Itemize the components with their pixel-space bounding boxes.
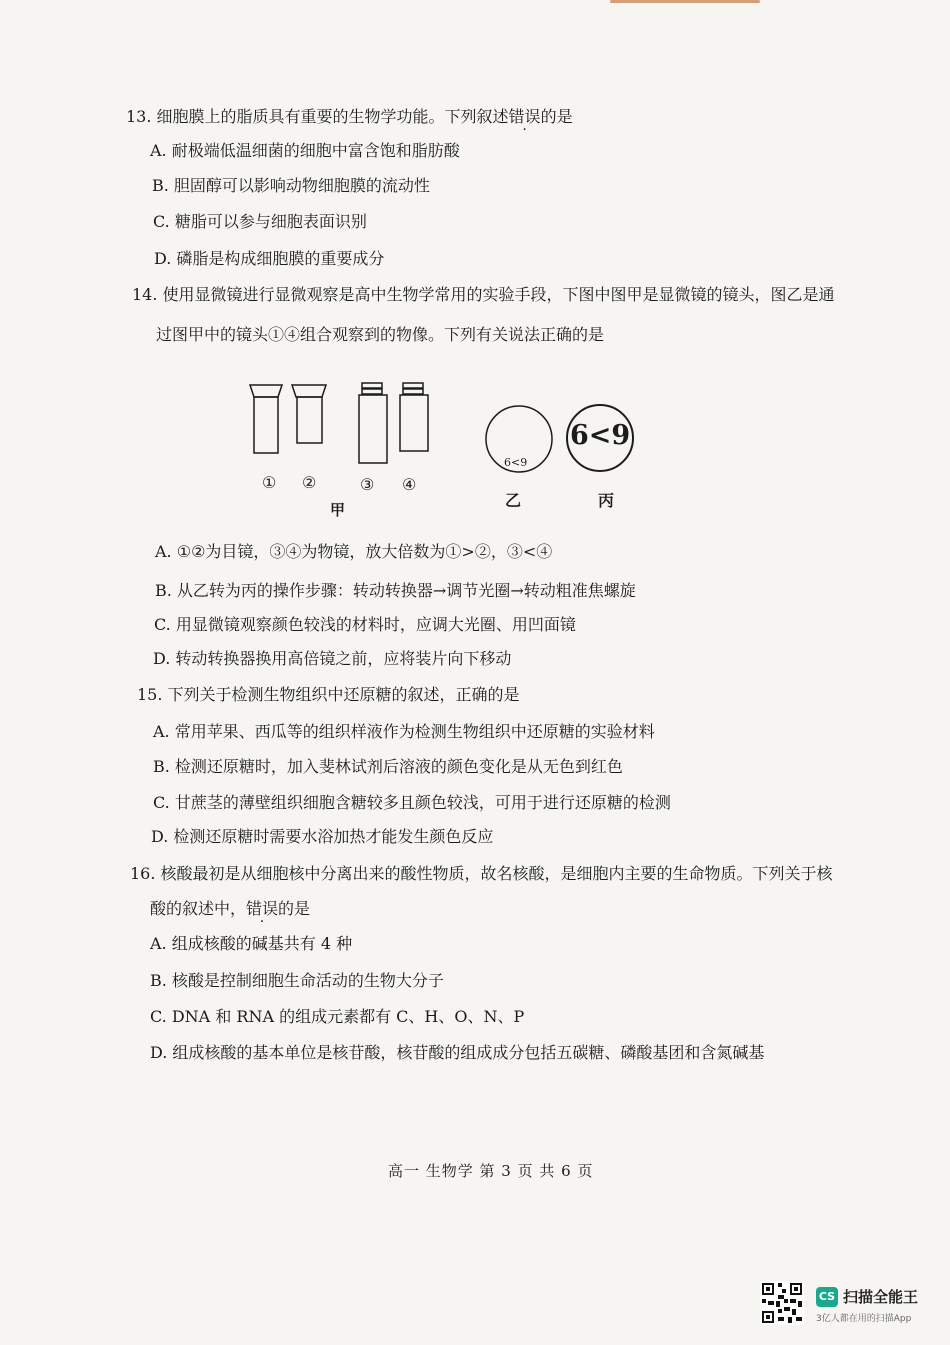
q15-option-d: D. 检测还原糖时需要水浴加热才能发生颜色反应 (151, 827, 494, 846)
q13-option-b: B. 胆固醇可以影响动物细胞膜的流动性 (152, 176, 430, 195)
q14-option-d: D. 转动转换器换用高倍镜之前，应将装片向下移动 (153, 649, 512, 668)
question-14-stem-line2: 过图甲中的镜头①④组合观察到的物像。下列有关说法正确的是 (156, 325, 605, 344)
lens-label-3: ③ (360, 475, 375, 494)
figure-label-yi: 乙 (505, 491, 522, 510)
microscope-figure (240, 375, 660, 525)
eyepiece-1-tube (254, 397, 278, 453)
lens-label-1: ① (262, 473, 277, 492)
question-14-stem-line1: 14. 使用显微镜进行显微观察是高中生物学常用的实验手段，下图中图甲是显微镜的镜头，图乙是通 (132, 285, 835, 304)
objective-4-thread-a (403, 383, 423, 388)
q15-option-c: C. 甘蔗茎的薄壁组织细胞含糖较多且颜色较浅，可用于进行还原糖的检测 (153, 793, 671, 812)
objective-3-tube (359, 395, 387, 463)
question-16-stem-end: 的是 (278, 899, 311, 918)
q16-option-d: D. 组成核酸的基本单位是核苷酸，核苷酸的组成成分包括五碳糖、磷酸基团和含氮碱基 (150, 1043, 765, 1062)
objective-4-tube (400, 395, 428, 451)
objective-4-thread-b (403, 389, 423, 394)
question-16-stem-line1: 16. 核酸最初是从细胞核中分离出来的酸性物质，故名核酸，是细胞内主要的生命物质。下列关于核 (130, 864, 833, 883)
objective-3-thread-b (362, 389, 382, 394)
camscanner-name: 扫描全能王 (843, 1288, 919, 1306)
eyepiece-2-tube (297, 397, 322, 443)
page-footer: 高一 生物学 第 3 页 共 6 页 (388, 1162, 594, 1180)
q15-option-b: B. 检测还原糖时，加入斐林试剂后溶液的颜色变化是从无色到红色 (153, 757, 623, 776)
eyepiece-2-top (292, 385, 326, 397)
eyepiece-1-top (250, 385, 282, 397)
question-13-stem (126, 106, 573, 128)
figure-label-bing: 丙 (598, 491, 615, 510)
emphasis-wrong: 错误 (508, 107, 541, 126)
question-16-stem-text: 酸的叙述中， (150, 899, 247, 918)
q16-option-a: A. 组成核酸的碱基共有 4 种 (150, 934, 353, 953)
q13-option-d: D. 磷脂是构成细胞膜的重要成分 (154, 249, 385, 268)
q15-option-a: A. 常用苹果、西瓜等的组织样液作为检测生物组织中还原糖的实验材料 (153, 722, 655, 741)
q16-option-b: B. 核酸是控制细胞生命活动的生物大分子 (150, 971, 444, 990)
qr-code-icon (760, 1281, 804, 1325)
scanner-watermark (760, 1281, 940, 1329)
q14-option-c: C. 用显微镜观察颜色较浅的材料时，应调大光圈、用凹面镜 (154, 615, 576, 634)
q13-option-a: A. 耐极端低温细菌的细胞中富含饱和脂肪酸 (150, 141, 460, 160)
large-image-text: 6<9 (570, 420, 631, 451)
q13-option-c: C. 糖脂可以参与细胞表面识别 (153, 212, 367, 231)
question-16-stem-line2 (150, 898, 310, 920)
q16-option-c: C. DNA 和 RNA 的组成元素都有 C、H、O、N、P (150, 1007, 525, 1026)
camscanner-tagline: 3亿人都在用的扫描App (816, 1314, 912, 1324)
figure-label-jia: 甲 (330, 501, 346, 519)
lens-label-2: ② (302, 473, 317, 492)
emphasis-wrong: 错误 (246, 899, 279, 918)
question-13-stem-end: 的是 (540, 107, 573, 126)
small-image-text: 6<9 (504, 456, 528, 469)
lens-label-4: ④ (402, 475, 417, 494)
q14-option-b: B. 从乙转为丙的操作步骤：转动转换器→调节光圈→转动粗准焦螺旋 (155, 581, 636, 600)
question-13-stem-text: 13. 细胞膜上的脂质具有重要的生物学功能。下列叙述 (126, 107, 509, 126)
objective-3-thread-a (362, 383, 382, 388)
camscanner-logo: CS (816, 1287, 838, 1307)
question-15-stem: 15. 下列关于检测生物组织中还原糖的叙述，正确的是 (137, 685, 520, 704)
scan-edge-mark (610, 0, 760, 3)
q14-option-a: A. ①②为目镜，③④为物镜，放大倍数为①>②，③<④ (155, 542, 553, 561)
